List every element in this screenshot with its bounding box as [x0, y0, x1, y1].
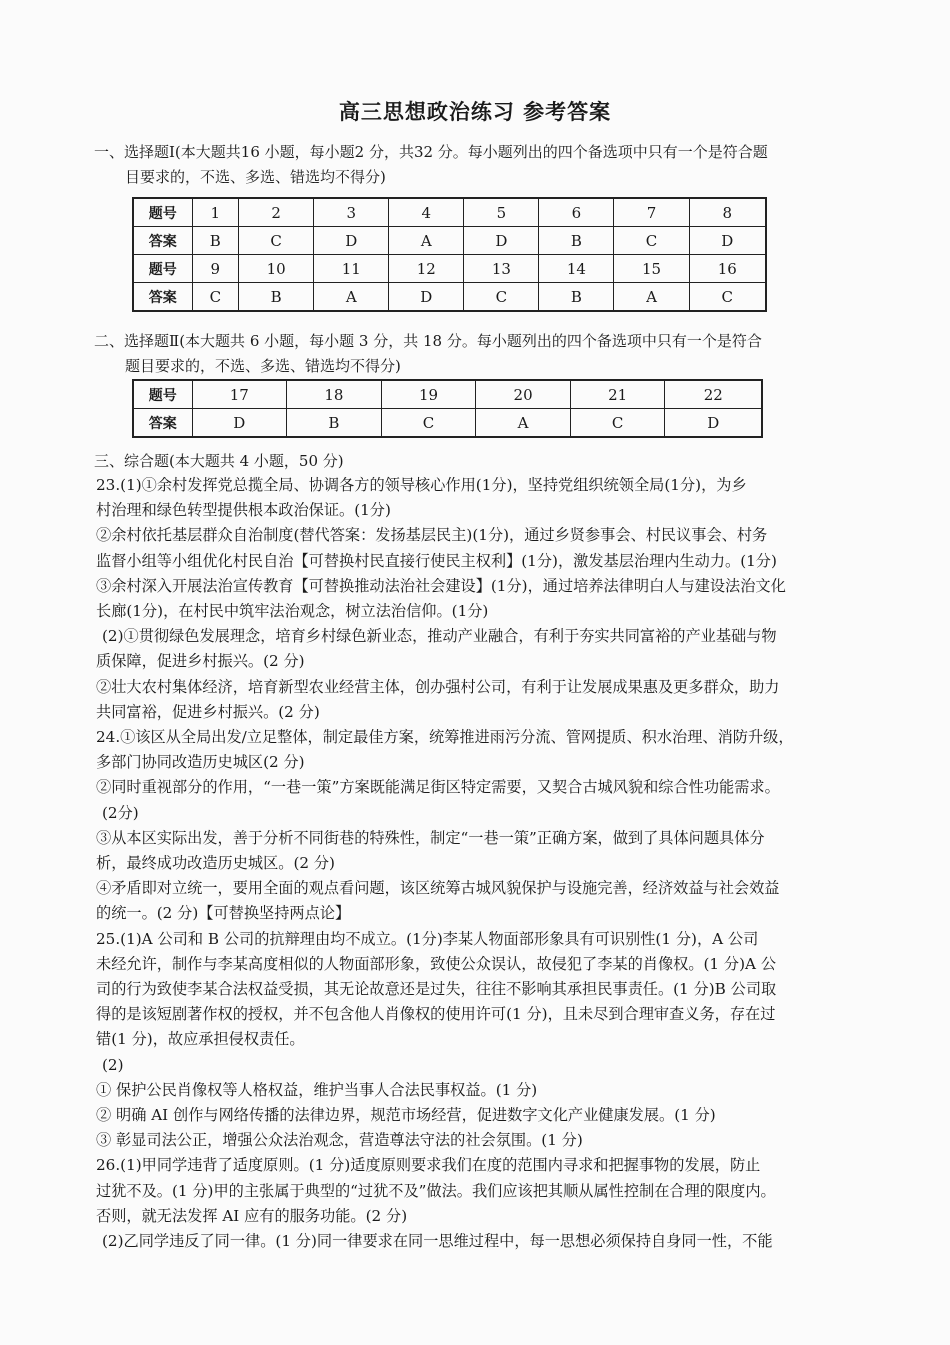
body-line: (2)乙同学违反了同一律。(1 分)同一律要求在同一思维过程中，每一思想必须保持自身同一性，不能: [102, 1232, 773, 1251]
answer-cell: A: [614, 283, 689, 312]
row-label-question: 题号: [133, 198, 192, 227]
body-line: 24.①该区从全局出发/立足整体，制定最佳方案，统筹推进雨污分流、管网提质、积水治理、消防升级，: [96, 728, 794, 747]
body-line: 25.(1)A 公司和 B 公司的抗辩理由均不成立。(1分)李某人物面部形象具有可识别性(1 分)，A 公司: [96, 929, 759, 948]
section1-heading-line1: 一、选择题Ⅰ(本大题共16 小题，每小题2 分，共32 分。每小题列出的四个备选项中只有一个是符合题: [94, 143, 768, 161]
table-row: [133, 380, 762, 409]
question-number: 5: [464, 198, 539, 227]
body-line: 否则，就无法发挥 AI 应有的服务功能。(2 分): [96, 1206, 408, 1225]
section3-heading: 三、综合题(本大题共 4 小题，50 分): [94, 452, 344, 470]
answer-cell: D: [689, 227, 766, 255]
row-label-answer: 答案: [133, 409, 192, 438]
body-line: 23.(1)①余村发挥党总揽全局、协调各方的领导核心作用(1分)，坚持党组织统领全局(1分)，为乡: [96, 476, 747, 494]
question-number: 13: [464, 255, 539, 283]
section3-body: [96, 473, 854, 1254]
question-number: 11: [314, 255, 389, 283]
question-number: 15: [614, 255, 689, 283]
section1-answer-table: [132, 197, 767, 312]
question-number: 7: [614, 198, 689, 227]
question-number: 16: [689, 255, 766, 283]
body-line: ② 明确 AI 创作与网络传播的法律边界，规范市场经营，促进数字文化产业健康发展。(1 分): [96, 1106, 716, 1125]
body-line: 未经允许，制作与李某高度相似的人物面部形象，致使公众误认，故侵犯了李某的肖像权。(1 分)A 公: [96, 954, 777, 973]
answer-cell: C: [689, 283, 766, 312]
answer-cell: B: [539, 227, 614, 255]
answer-cell: B: [287, 409, 382, 438]
body-line: 26.(1)甲同学违背了适度原则。(1 分)适度原则要求我们在度的范围内寻求和把握事物的发展，防止: [96, 1156, 761, 1175]
question-number: 4: [389, 198, 464, 227]
question-number: 18: [287, 380, 382, 409]
body-line: ③从本区实际出发，善于分析不同街巷的特殊性，制定“一巷一策”正确方案，做到了具体问题具体分: [96, 828, 765, 847]
section2-heading-line1: 二、选择题Ⅱ(本大题共 6 小题，每小题 3 分，共 18 分。每小题列出的四个备选项中只有一个是符合: [94, 332, 762, 350]
answer-cell: D: [665, 409, 762, 438]
answer-cell: C: [192, 283, 239, 312]
question-number: 8: [689, 198, 766, 227]
row-label-question: 题号: [133, 380, 192, 409]
body-line: 得的是该短剧著作权的授权，并不包含他人肖像权的使用许可(1 分)，且未尽到合理审查义务，存在过: [96, 1005, 776, 1024]
answer-cell: B: [239, 283, 314, 312]
body-line: (2)①贯彻绿色发展理念，培育乡村绿色新业态，推动产业融合，有利于夯实共同富裕的产业基础与物: [102, 627, 777, 646]
body-line: ②壮大农村集体经济，培育新型农业经营主体，创办强村公司，有利于让发展成果惠及更多群众，助力: [96, 677, 780, 696]
section2-heading: [94, 329, 854, 379]
body-line: ②同时重视部分的作用，“一巷一策”方案既能满足街区特定需要，又契合古城风貌和综合性功能需求。: [96, 778, 780, 797]
body-line: (2): [102, 1055, 124, 1074]
section2-answer-table: [132, 379, 763, 438]
row-label-question: 题号: [133, 255, 192, 283]
question-number: 2: [239, 198, 314, 227]
answer-cell: A: [476, 409, 571, 438]
question-number: 6: [539, 198, 614, 227]
body-line: 过犹不及。(1 分)甲的主张属于典型的“过犹不及”做法。我们应该把其顺从属性控制在合理的限度内。: [96, 1181, 776, 1200]
body-line: 析，最终成功改造历史城区。(2 分): [96, 854, 335, 873]
question-number: 19: [381, 380, 476, 409]
section1-heading: [94, 140, 854, 190]
body-line: ① 保护公民肖像权等人格权益，维护当事人合法民事权益。(1 分): [96, 1080, 538, 1099]
answer-cell: C: [570, 409, 665, 438]
body-line: (2分): [102, 803, 139, 822]
answer-cell: C: [239, 227, 314, 255]
answer-cell: D: [314, 227, 389, 255]
body-line: 质保障，促进乡村振兴。(2 分): [96, 652, 305, 671]
answer-cell: D: [192, 409, 287, 438]
body-line: 村治理和绿色转型提供根本政治保证。(1分): [96, 501, 391, 520]
body-line: 的统一。(2 分)【可替换坚持两点论】: [96, 904, 351, 923]
table-row: [133, 198, 766, 227]
question-number: 10: [239, 255, 314, 283]
question-number: 22: [665, 380, 762, 409]
table-row: [133, 255, 766, 283]
question-number: 12: [389, 255, 464, 283]
body-line: 长廊(1分)，在村民中筑牢法治观念，树立法治信仰。(1分): [96, 602, 489, 621]
body-line: 司的行为致使李某合法权益受损，其无论故意还是过失，往往不影响其承担民事责任。(1 分)B 公司取: [96, 980, 777, 999]
body-line: 多部门协同改造历史城区(2 分): [96, 753, 305, 772]
section2-heading-line2: 题目要求的，不选、多选、错选均不得分): [125, 357, 401, 375]
answer-cell: C: [464, 283, 539, 312]
row-label-answer: 答案: [133, 283, 192, 312]
question-number: 17: [192, 380, 287, 409]
page-title: 高三思想政治练习 参考答案: [338, 100, 612, 124]
answer-cell: B: [192, 227, 239, 255]
body-line: ④矛盾即对立统一，要用全面的观点看问题，该区统筹古城风貌保护与设施完善，经济效益与社会效益: [96, 879, 780, 898]
body-line: 监督小组等小组优化村民自治【可替换村民直接行使民主权利】(1分)，激发基层治理内生动力。(1分): [96, 551, 777, 570]
question-number: 3: [314, 198, 389, 227]
section1-heading-line2: 目要求的，不选、多选、错选均不得分): [125, 168, 386, 186]
answer-cell: A: [389, 227, 464, 255]
body-line: ③ 彰显司法公正，增强公众法治观念，营造尊法守法的社会氛围。(1 分): [96, 1131, 583, 1150]
body-line: 错(1 分)，故应承担侵权责任。: [96, 1030, 305, 1049]
question-number: 9: [192, 255, 239, 283]
body-line: ②余村依托基层群众自治制度(替代答案：发扬基层民主)(1分)，通过乡贤参事会、村民议事会、村务: [96, 526, 768, 545]
answer-cell: C: [614, 227, 689, 255]
table-row: [133, 227, 766, 255]
answer-cell: C: [381, 409, 476, 438]
answer-cell: D: [389, 283, 464, 312]
body-line: ③余村深入开展法治宣传教育【可替换推动法治社会建设】(1分)，通过培养法律明白人与建设法治文化: [96, 576, 786, 595]
question-number: 21: [570, 380, 665, 409]
table-row: [133, 283, 766, 312]
question-number: 20: [476, 380, 571, 409]
question-number: 14: [539, 255, 614, 283]
question-number: 1: [192, 198, 239, 227]
row-label-answer: 答案: [133, 227, 192, 255]
answer-cell: A: [314, 283, 389, 312]
answer-cell: D: [464, 227, 539, 255]
answer-cell: B: [539, 283, 614, 312]
body-line: 共同富裕，促进乡村振兴。(2 分): [96, 702, 320, 721]
table-row: [133, 409, 762, 438]
